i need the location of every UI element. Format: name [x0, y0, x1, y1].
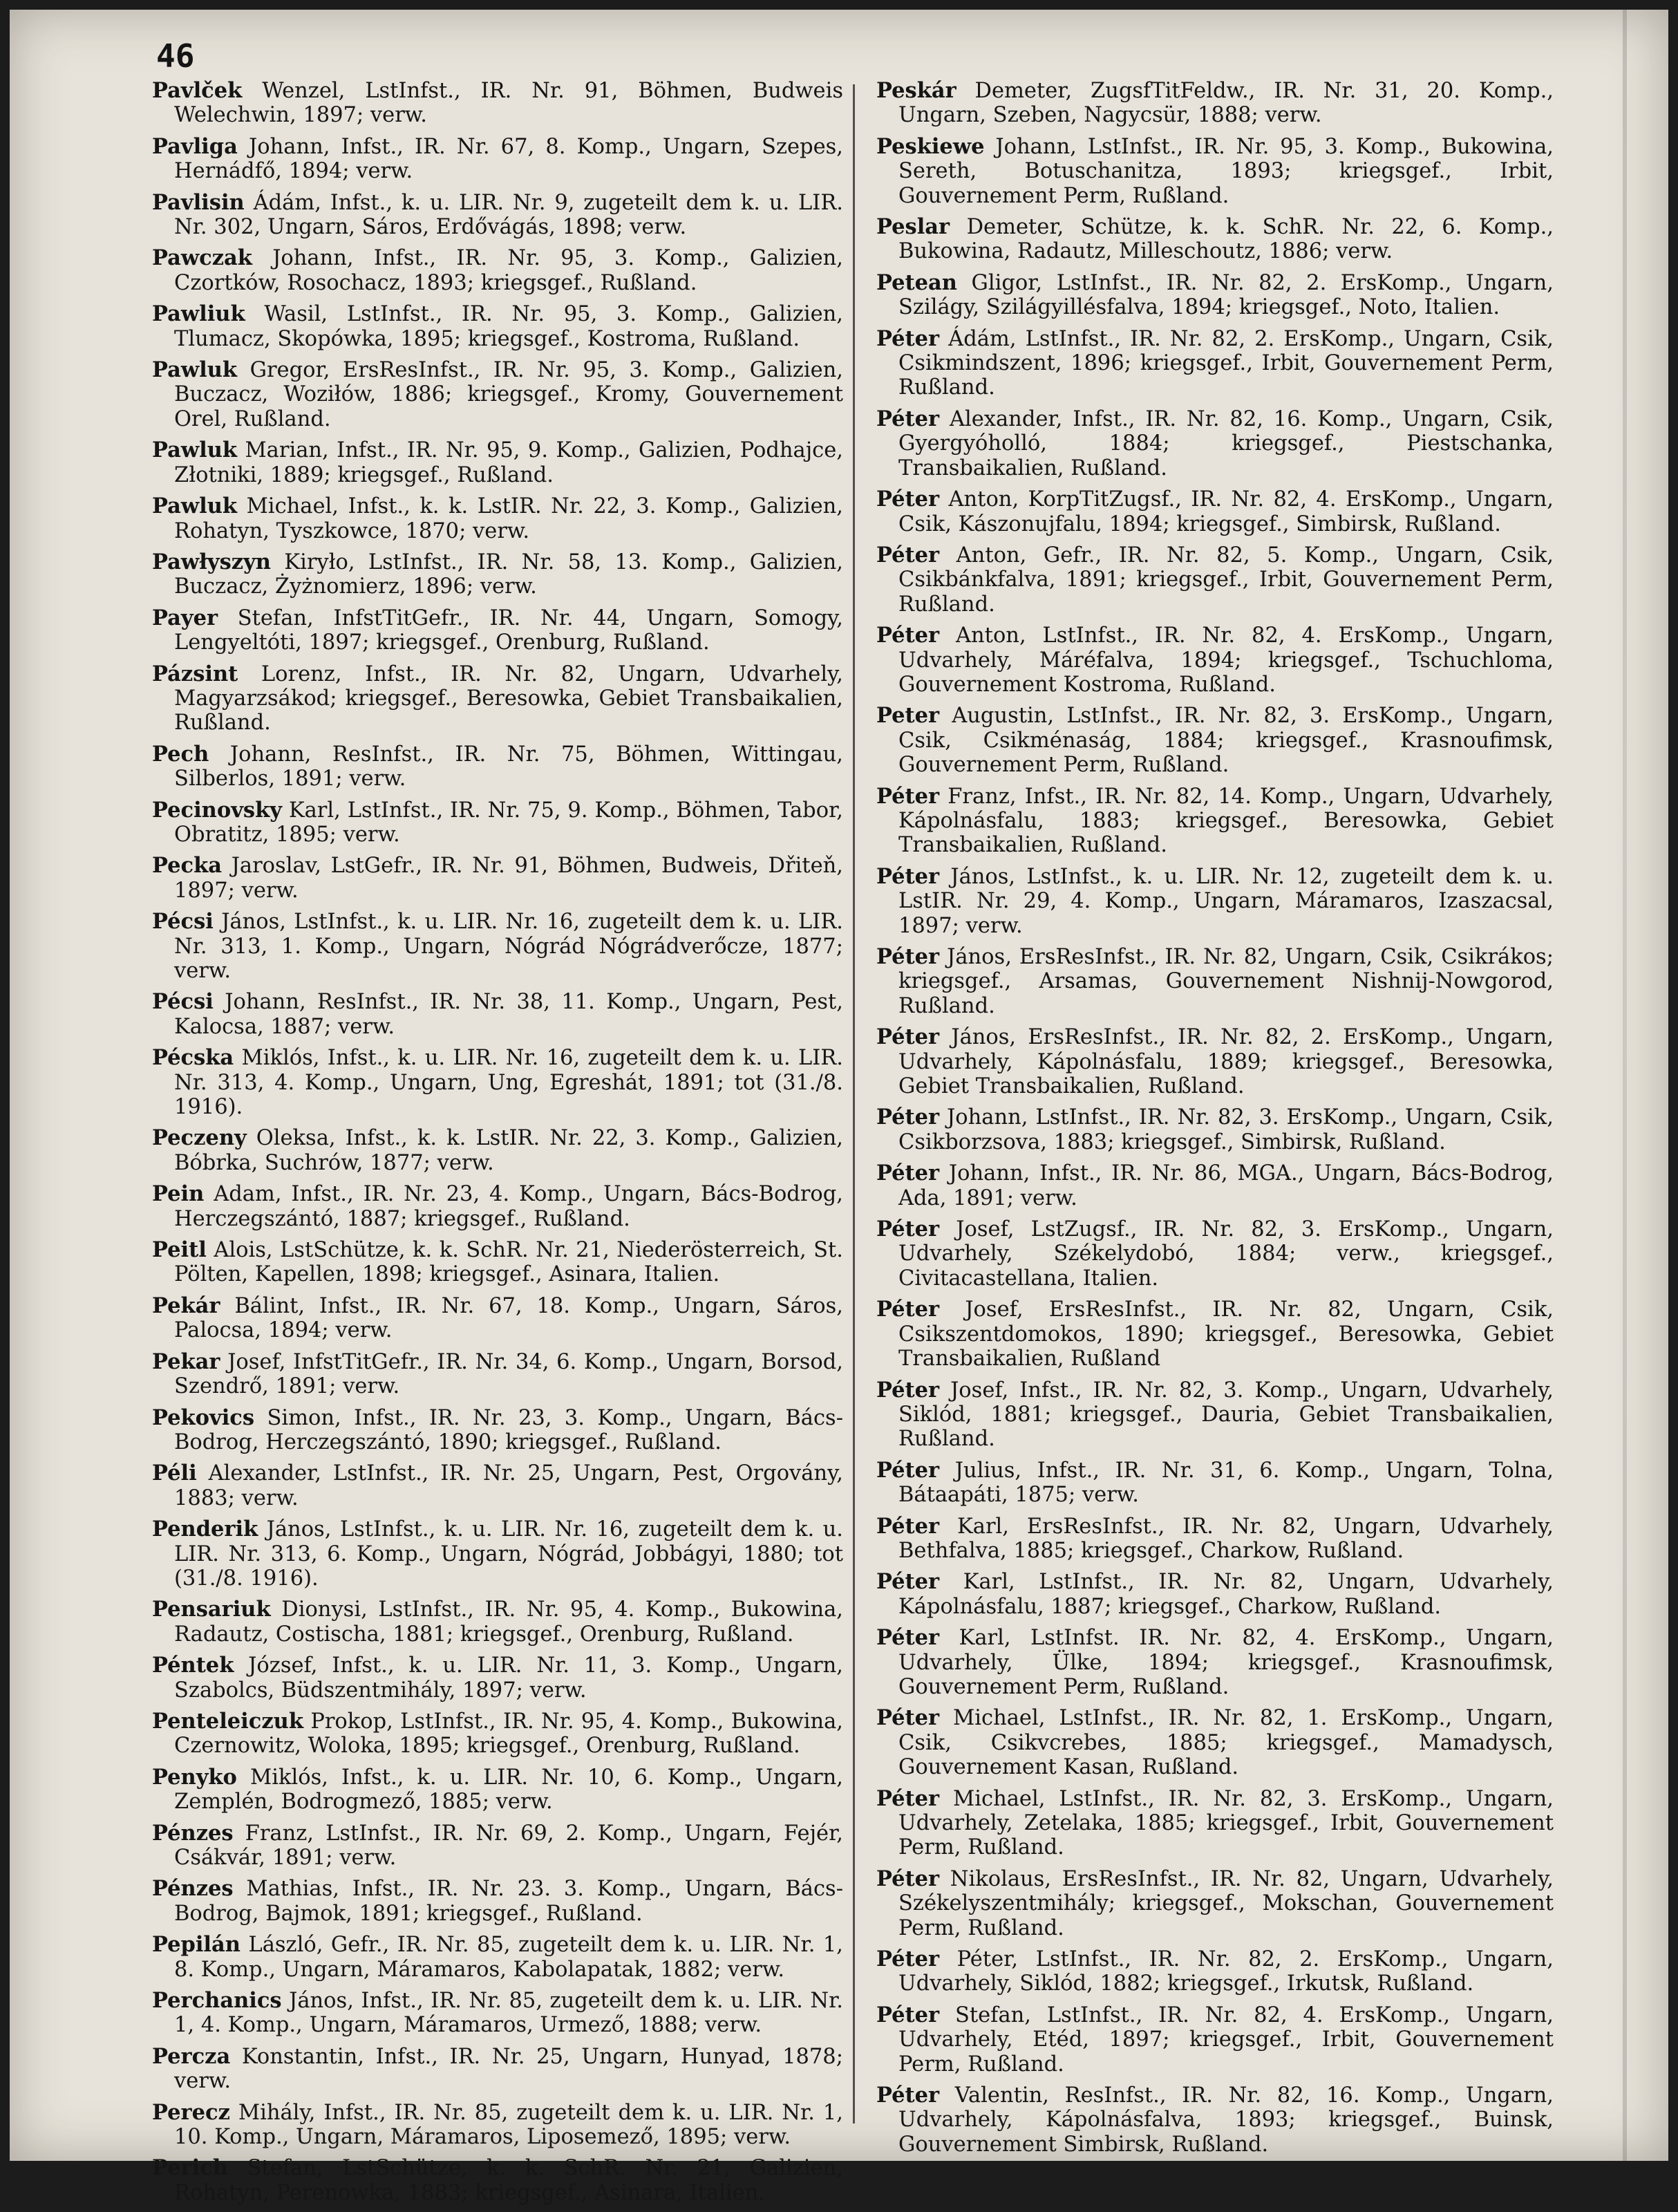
casualty-entry — [152, 1709, 843, 1759]
entry-surname: Péter — [876, 1217, 940, 1242]
casualty-entry — [152, 302, 843, 351]
casualty-entry — [876, 1515, 1554, 1564]
entry-surname: Percza — [152, 2043, 231, 2069]
entry-surname: Pekar — [152, 1349, 220, 1374]
entry-details: Michael, LstInfst., IR. Nr. 82, 1. ErsKomp., Ungarn, Csik, Csikvcrebes, 1885; kriegsgef., Mamadysch, Gouvernement Kasan, Rußland. — [898, 1706, 1554, 1780]
casualty-entry — [152, 1821, 843, 1871]
casualty-entry — [152, 1461, 843, 1510]
entry-surname: Pavliga — [152, 133, 238, 159]
entry-surname: Péter — [876, 1024, 940, 1050]
entry-details: Karl, ErsResInfst., IR. Nr. 82, Ungarn, Udvarhely, Bethfalva, 1885; kriegsgef., Charkow, Rußland. — [898, 1514, 1554, 1563]
entry-surname: Péter — [876, 2002, 940, 2027]
entry-details: Gregor, ErsResInfst., IR. Nr. 95, 3. Komp., Galizien, Buczacz, Woziłów, 1886; kriegsgef., Kromy, Gouvernement Orel, Rußland. — [174, 358, 843, 431]
entry-surname: Pawczak — [152, 245, 252, 271]
casualty-entry — [152, 2101, 843, 2150]
entry-surname: Pech — [152, 741, 209, 767]
entry-surname: Péter — [876, 1513, 940, 1539]
entry-surname: Pawluk — [152, 357, 238, 383]
casualty-entry — [152, 1877, 843, 1926]
entry-surname: Péter — [876, 1297, 940, 1322]
casualty-entry — [152, 1350, 843, 1399]
entry-details: Demeter, ZugsfTitFeldw., IR. Nr. 31, 20. Komp., Ungarn, Szeben, Nagycsür, 1888; verw. — [898, 79, 1554, 128]
casualty-entry — [876, 271, 1554, 320]
entry-surname: Pavlisin — [152, 189, 245, 215]
entry-details: Stefan, InfstTitGefr., IR. Nr. 44, Ungarn, Somogy, Lengyeltóti, 1897; kriegsgef., Orenburg, Rußland. — [174, 606, 843, 655]
entry-details: Anton, Gefr., IR. Nr. 82, 5. Komp., Ungarn, Csik, Csikbánkfalva, 1891; kriegsgef., Irbit, Gouvernement Perm, Rußland. — [898, 543, 1554, 617]
entry-surname: Pensariuk — [152, 1597, 271, 1622]
entry-details: Julius, Infst., IR. Nr. 31, 6. Komp., Ungarn, Tolna, Bátaapáti, 1875; verw. — [898, 1458, 1554, 1508]
entry-surname: Penteleiczuk — [152, 1708, 303, 1734]
entry-surname: Perchanics — [152, 1988, 282, 2014]
entry-details: Anton, LstInfst., IR. Nr. 82, 4. ErsKomp., Ungarn, Udvarhely, Máréfalva, 1894; kriegsgef., Tschuchloma, Gouvernement Kostroma, Rußland. — [898, 624, 1554, 697]
casualty-entry — [876, 865, 1554, 938]
casualty-entry — [152, 246, 843, 295]
entry-surname: Pavlček — [152, 78, 243, 103]
entry-surname: Pecka — [152, 853, 222, 879]
casualty-entry — [152, 1406, 843, 1455]
casualty-entry — [152, 1182, 843, 1231]
entry-surname: Pepilán — [152, 1932, 241, 1958]
entry-surname: Peczeny — [152, 1125, 247, 1151]
entry-details: Mihály, Infst., IR. Nr. 85, zugeteilt dem k. u. LIR. Nr. 1, 10. Komp., Ungarn, Máramaros, Liposemező, 1895; verw. — [174, 2100, 843, 2150]
entry-details: Miklós, Infst., k. u. LIR. Nr. 10, 6. Komp., Ungarn, Zemplén, Bodrogmező, 1885; verw. — [174, 1765, 843, 1815]
entry-details: Johann, Infst., IR. Nr. 67, 8. Komp., Ungarn, Szepes, Hernádfő, 1894; verw. — [174, 134, 843, 184]
casualty-entry — [876, 1459, 1554, 1508]
entry-surname: Perecz — [152, 2099, 230, 2125]
entry-details: Lorenz, Infst., IR. Nr. 82, Ungarn, Udvarhely, Magyarzsákod; kriegsgef., Beresowka, Gebiet Transbaikalien, Rußland. — [174, 662, 843, 735]
entry-details: József, Infst., k. u. LIR. Nr. 11, 3. Komp., Ungarn, Szabolcs, Büdszentmihály, 1897; verw. — [174, 1653, 844, 1703]
entry-surname: Péter — [876, 2083, 940, 2108]
entry-surname: Pázsint — [152, 661, 238, 686]
casualty-entry — [152, 742, 843, 791]
entry-surname: Péter — [876, 1569, 940, 1595]
entry-details: Wasil, LstInfst., IR. Nr. 95, 3. Komp., Galizien, Tlumacz, Skopówka, 1895; kriegsgef., Kostroma, Rußland. — [174, 302, 843, 351]
casualty-entry — [152, 1989, 843, 2038]
casualty-entry — [152, 1294, 843, 1343]
casualty-entry — [876, 407, 1554, 480]
casualty-entry — [876, 1217, 1554, 1291]
entry-details: Alexander, Infst., IR. Nr. 82, 16. Komp., Ungarn, Csik, Gyergyóholló, 1884; kriegsgef., Piestschanka, Transbaikalien, Rußland. — [898, 406, 1554, 480]
entry-details: Konstantin, Infst., IR. Nr. 25, Ungarn, Hunyad, 1878; verw. — [174, 2044, 843, 2094]
entry-details: Nikolaus, ErsResInfst., IR. Nr. 82, Ungarn, Udvarhely, Székelyszentmihály; kriegsgef., Mokschan, Gouvernement Perm, Rußland. — [898, 1866, 1554, 1940]
entry-surname: Péter — [876, 623, 940, 648]
entry-surname: Péter — [876, 1161, 940, 1186]
entry-details: Marian, Infst., IR. Nr. 95, 9. Komp., Galizien, Podhajce, Złotniki, 1889; kriegsgef., Rußland. — [174, 438, 843, 487]
casualty-entry — [876, 79, 1554, 128]
entry-details: János, LstInfst., k. u. LIR. Nr. 16, zugeteilt dem k. u. LIR. Nr. 313, 1. Komp., Ungarn, Nógrád Nógrádverőcze, 1877; verw. — [174, 910, 843, 983]
entry-details: Augustin, LstInfst., IR. Nr. 82, 3. ErsKomp., Ungarn, Csik, Csikménaság, 1884; kriegsgef., Krasnoufimsk, Gouvernement Perm, Rußland. — [898, 704, 1554, 778]
entry-details: Johann, ResInfst., IR. Nr. 75, Böhmen, Wittingau, Silberlos, 1891; verw. — [174, 742, 844, 791]
casualty-entry — [876, 327, 1554, 400]
casualty-entry — [152, 1597, 843, 1647]
entry-surname: Péter — [876, 542, 940, 568]
casualty-entry — [876, 1570, 1554, 1619]
casualty-entry — [152, 79, 843, 128]
entry-surname: Peslar — [876, 214, 950, 240]
casualty-entry — [876, 135, 1554, 208]
casualty-entry — [876, 1787, 1554, 1860]
entry-details: Alois, LstSchütze, k. k. SchR. Nr. 21, Niederösterreich, St. Pölten, Kapellen, 1898; kriegsgef., Asinara, Italien. — [174, 1238, 844, 1287]
casualty-entry — [152, 990, 843, 1039]
casualty-entry — [152, 854, 843, 903]
entry-surname: Pénzes — [152, 1876, 234, 1902]
entry-details: Miklós, Infst., k. u. LIR. Nr. 16, zugeteilt dem k. u. LIR. Nr. 313, 4. Komp., Ungarn, Ung, Egreshát, 1891; tot (31./8. 1916). — [174, 1046, 843, 1120]
entry-details: Josef, ErsResInfst., IR. Nr. 82, Ungarn, Csik, Csikszentdomokos, 1890; kriegsgef., Beresowka, Gebiet Transbaikalien, Rußland — [898, 1297, 1554, 1371]
entry-surname: Pécsi — [152, 909, 214, 935]
entry-surname: Pawluk — [152, 438, 238, 463]
entry-surname: Pawłyszyn — [152, 549, 271, 574]
entry-details: Karl, LstInfst., IR. Nr. 82, Ungarn, Udvarhely, Kápolnásfalu, 1887; kriegsgef., Charkow, Rußland. — [898, 1570, 1554, 1619]
right-column — [876, 79, 1554, 2164]
entry-surname: Peskár — [876, 78, 956, 103]
entry-details: Johann, Infst., IR. Nr. 95, 3. Komp., Galizien, Czortków, Rosochacz, 1893; kriegsgef., Rußland. — [174, 246, 843, 295]
entry-surname: Péter — [876, 1947, 940, 1972]
casualty-entry — [152, 798, 843, 847]
entry-details: Demeter, Schütze, k. k. SchR. Nr. 22, 6. Komp., Bukowina, Radautz, Milleschoutz, 1886; verw. — [898, 215, 1554, 264]
entry-details: Mathias, Infst., IR. Nr. 23. 3. Komp., Ungarn, Bács-Bodrog, Bajmok, 1891; kriegsgef., Rußland. — [174, 1877, 843, 1926]
entry-surname: Péntek — [152, 1653, 234, 1678]
entry-surname: Pénzes — [152, 1820, 234, 1846]
entry-details: Johann, ResInfst., IR. Nr. 38, 11. Komp., Ungarn, Pest, Kalocsa, 1887; verw. — [174, 990, 843, 1039]
casualty-entry — [876, 1161, 1554, 1210]
entry-details: Karl, LstInfst., IR. Nr. 75, 9. Komp., Böhmen, Tabor, Obratitz, 1895; verw. — [174, 798, 843, 847]
casualty-entry — [152, 910, 843, 983]
entry-details: Josef, LstZugsf., IR. Nr. 82, 3. ErsKomp., Ungarn, Udvarhely, Székelydobó, 1884; verw., kriegsgef., Civitacastellana, Italien. — [898, 1217, 1554, 1291]
entry-surname: Petean — [876, 270, 957, 295]
casualty-entry — [876, 1105, 1554, 1154]
casualty-entry — [876, 624, 1554, 697]
entry-surname: Péter — [876, 783, 940, 809]
casualty-entry — [876, 543, 1554, 617]
casualty-entry — [876, 2083, 1554, 2157]
entry-surname: Péter — [876, 1625, 940, 1651]
page-number: 46 — [156, 37, 195, 75]
entry-surname: Péter — [876, 863, 940, 889]
entry-details: János, ErsResInfst., IR. Nr. 82, Ungarn, Csik, Csikrákos; kriegsgef., Arsamas, Gouvernement Nishnij-Nowgorod, Rußland. — [898, 945, 1554, 1018]
casualty-entry — [876, 785, 1554, 858]
entry-details: Valentin, ResInfst., IR. Nr. 82, 16. Komp., Ungarn, Udvarhely, Kápolnásfalva, 1893; kriegsgef., Buinsk, Gouvernement Simbirsk, Rußland. — [898, 2083, 1554, 2157]
casualty-entry — [152, 438, 843, 487]
entry-details: János, ErsResInfst., IR. Nr. 82, 2. ErsKomp., Ungarn, Udvarhely, Kápolnásfalu, 1889; kriegsgef., Beresowka, Gebiet Transbaikalien, Rußland. — [898, 1025, 1554, 1099]
entry-surname: Péter — [876, 1457, 940, 1483]
entry-details: Bálint, Infst., IR. Nr. 67, 18. Komp., Ungarn, Sáros, Palocsa, 1894; verw. — [174, 1293, 843, 1343]
entry-details: Josef, Infst., IR. Nr. 82, 3. Komp., Ungarn, Udvarhely, Siklód, 1881; kriegsgef., Dauria, Gebiet Transbaikalien, Rußland. — [898, 1378, 1554, 1452]
entry-surname: Péter — [876, 1377, 940, 1403]
casualty-entry — [152, 1238, 843, 1287]
casualty-entry — [152, 494, 843, 543]
entry-surname: Pecinovsky — [152, 797, 282, 823]
entry-surname: Peitl — [152, 1237, 207, 1263]
entry-details: Johann, Infst., IR. Nr. 86, MGA., Ungarn, Bács-Bodrog, Ada, 1891; verw. — [898, 1161, 1554, 1210]
entry-surname: Pekovics — [152, 1405, 255, 1430]
entry-surname: Penderik — [152, 1517, 258, 1542]
entry-details: Kiryło, LstInfst., IR. Nr. 58, 13. Komp., Galizien, Buczacz, Żyżnomierz, 1896; verw. — [174, 550, 843, 599]
casualty-entry — [152, 1933, 843, 1982]
casualty-entry — [876, 1297, 1554, 1371]
entry-details: Anton, KorpTitZugsf., IR. Nr. 82, 4. ErsKomp., Ungarn, Csik, Kászonujfalu, 1894; kriegsgef., Simbirsk, Rußland. — [898, 487, 1554, 536]
entry-details: Karl, LstInfst. IR. Nr. 82, 4. ErsKomp., Ungarn, Udvarhely, Ülke, 1894; kriegsgef., Krasnoufimsk, Gouvernement Perm, Rußland. — [898, 1626, 1554, 1699]
entry-details: Stefan, LstSchütze, k. k. SchR. Nr. 21, Galizien, Rohatyn, Perenowka, 1883; kriegsgef., Asinara, Italien. — [174, 2156, 843, 2205]
entry-details: Johann, LstInfst., IR. Nr. 82, 3. ErsKomp., Ungarn, Csik, Csikborzsova, 1883; kriegsgef., Simbirsk, Rußland. — [898, 1105, 1554, 1154]
entry-surname: Perich — [152, 2155, 228, 2181]
entry-details: Prokop, LstInfst., IR. Nr. 95, 4. Komp., Bukowina, Czernowitz, Woloka, 1895; kriegsgef., Orenburg, Rußland. — [174, 1709, 843, 1759]
entry-details: Gligor, LstInfst., IR. Nr. 82, 2. ErsKomp., Ungarn, Szilágy, Szilágyillésfalva, 1894; kriegsgef., Noto, Italien. — [898, 270, 1554, 320]
casualty-entry — [152, 1046, 843, 1119]
casualty-entry — [152, 135, 843, 184]
entry-details: János, LstInfst., k. u. LIR. Nr. 12, zugeteilt dem k. u. LstIR. Nr. 29, 4. Komp., Ungarn, Máramaros, Izaszacsal, 1897; verw. — [898, 864, 1554, 938]
entry-surname: Pawliuk — [152, 301, 245, 327]
casualty-entry — [152, 2045, 843, 2094]
entry-details: Josef, InfstTitGefr., IR. Nr. 34, 6. Komp., Ungarn, Borsod, Szendrő, 1891; verw. — [174, 1349, 844, 1399]
entry-details: Adam, Infst., IR. Nr. 23, 4. Komp., Ungarn, Bács-Bodrog, Herczegszántó, 1887; kriegsgef., Rußland. — [174, 1182, 843, 1231]
entry-surname: Péter — [876, 326, 940, 351]
casualty-entry — [152, 1653, 843, 1703]
entry-surname: Pein — [152, 1181, 205, 1207]
entry-details: Simon, Infst., IR. Nr. 23, 3. Komp., Ungarn, Bács-Bodrog, Herczegszántó, 1890; kriegsgef., Rußland. — [174, 1405, 844, 1454]
casualty-entry — [152, 1765, 843, 1815]
casualty-entry — [876, 2003, 1554, 2077]
entry-surname: Péter — [876, 1785, 940, 1811]
entry-details: János, LstInfst., k. u. LIR. Nr. 16, zugeteilt dem k. u. LIR. Nr. 313, 6. Komp., Ungarn, Nógrád, Jobbágyi, 1880; tot (31./8. 1916). — [174, 1517, 843, 1591]
casualty-entry — [152, 191, 843, 240]
entry-details: Jaroslav, LstGefr., IR. Nr. 91, Böhmen, Budweis, Dřiteň, 1897; verw. — [174, 854, 843, 903]
casualty-entry — [876, 704, 1554, 777]
entry-surname: Péter — [876, 1866, 940, 1891]
casualty-entry — [876, 1626, 1554, 1699]
entry-surname: Péter — [876, 406, 940, 431]
entry-details: Péter, LstInfst., IR. Nr. 82, 2. ErsKomp., Ungarn, Udvarhely, Siklód, 1882; kriegsgef., Irkutsk, Rußland. — [898, 1947, 1554, 1996]
casualty-entry — [876, 215, 1554, 264]
entry-surname: Péter — [876, 487, 940, 512]
entry-surname: Péter — [876, 1105, 940, 1130]
casualty-entry — [152, 662, 843, 735]
entry-details: Alexander, LstInfst., IR. Nr. 25, Ungarn, Pest, Orgovány, 1883; verw. — [174, 1461, 843, 1510]
casualty-entry — [876, 1947, 1554, 1996]
casualty-entry — [876, 1378, 1554, 1452]
entry-surname: Pekár — [152, 1293, 220, 1318]
entry-details: Ádám, Infst., k. u. LIR. Nr. 9, zugeteilt dem k. u. LIR. Nr. 302, Ungarn, Sáros, Erdővágás, 1898; verw. — [174, 190, 843, 240]
entry-details: László, Gefr., IR. Nr. 85, zugeteilt dem k. u. LIR. Nr. 1, 8. Komp., Ungarn, Máramaros, Kabolapatak, 1882; verw. — [174, 1933, 843, 1982]
document-page — [10, 10, 1668, 2205]
entry-details: Franz, Infst., IR. Nr. 82, 14. Komp., Ungarn, Udvarhely, Kápolnásfalu, 1883; kriegsgef., Beresowka, Gebiet Transbaikalien, Rußland. — [898, 784, 1554, 858]
entry-surname: Payer — [152, 605, 218, 630]
entry-details: Wenzel, LstInfst., IR. Nr. 91, Böhmen, Budweis Welechwin, 1897; verw. — [174, 79, 843, 128]
entry-surname: Pécsi — [152, 989, 214, 1015]
entry-details: Johann, LstInfst., IR. Nr. 95, 3. Komp., Bukowina, Sereth, Botuschanitza, 1893; kriegsgef., Irbit, Gouvernement Perm, Rußland. — [898, 134, 1554, 208]
casualty-entry — [152, 1126, 843, 1175]
entry-surname: Pawluk — [152, 494, 238, 519]
entry-surname: Pécska — [152, 1045, 234, 1071]
entry-details: Ádám, LstInfst., IR. Nr. 82, 2. ErsKomp., Ungarn, Csik, Csikmindszent, 1896; kriegsgef., Irbit, Gouvernement Perm, Rußland. — [898, 326, 1554, 400]
entry-details: Michael, LstInfst., IR. Nr. 82, 3. ErsKomp., Ungarn, Udvarhely, Zetelaka, 1885; kriegsgef., Irbit, Gouvernement Perm, Rußland. — [898, 1786, 1554, 1860]
casualty-entry — [152, 1517, 843, 1591]
entry-details: Michael, Infst., k. k. LstIR. Nr. 22, 3. Komp., Galizien, Rohatyn, Tyszkowce, 1870; verw. — [174, 494, 843, 543]
casualty-entry — [876, 487, 1554, 536]
casualty-entry — [876, 1867, 1554, 1940]
entry-details: Oleksa, Infst., k. k. LstIR. Nr. 22, 3. Komp., Galizien, Bóbrka, Suchrów, 1877; verw. — [174, 1126, 843, 1175]
casualty-entry — [152, 550, 843, 599]
entry-surname: Péter — [876, 1705, 940, 1731]
column-divider — [853, 84, 855, 2124]
entry-details: Franz, LstInfst., IR. Nr. 69, 2. Komp., Ungarn, Fejér, Csákvár, 1891; verw. — [174, 1821, 844, 1870]
casualty-entry — [152, 2156, 843, 2205]
casualty-entry — [876, 945, 1554, 1018]
entry-surname: Peskiewe — [876, 133, 985, 159]
casualty-entry — [152, 606, 843, 655]
casualty-entry — [152, 358, 843, 431]
entry-details: Dionysi, LstInfst., IR. Nr. 95, 4. Komp., Bukowina, Radautz, Costischa, 1881; kriegsgef., Orenburg, Rußland. — [174, 1597, 843, 1647]
entry-surname: Péter — [876, 944, 940, 969]
page-edge-shadow — [1623, 10, 1627, 2161]
casualty-entry — [876, 1025, 1554, 1098]
entry-details: János, Infst., IR. Nr. 85, zugeteilt dem k. u. LIR. Nr. 1, 4. Komp., Ungarn, Máramaros, Urmező, 1888; verw. — [174, 1989, 843, 2038]
entry-details: Stefan, LstInfst., IR. Nr. 82, 4. ErsKomp., Ungarn, Udvarhely, Etéd, 1897; kriegsgef., Irbit, Gouvernement Perm, Rußland. — [898, 2003, 1554, 2077]
entry-surname: Péli — [152, 1461, 197, 1486]
entry-surname: Penyko — [152, 1764, 237, 1790]
casualty-entry — [876, 1706, 1554, 1779]
entry-surname: Peter — [876, 703, 940, 729]
left-column — [152, 79, 843, 2212]
